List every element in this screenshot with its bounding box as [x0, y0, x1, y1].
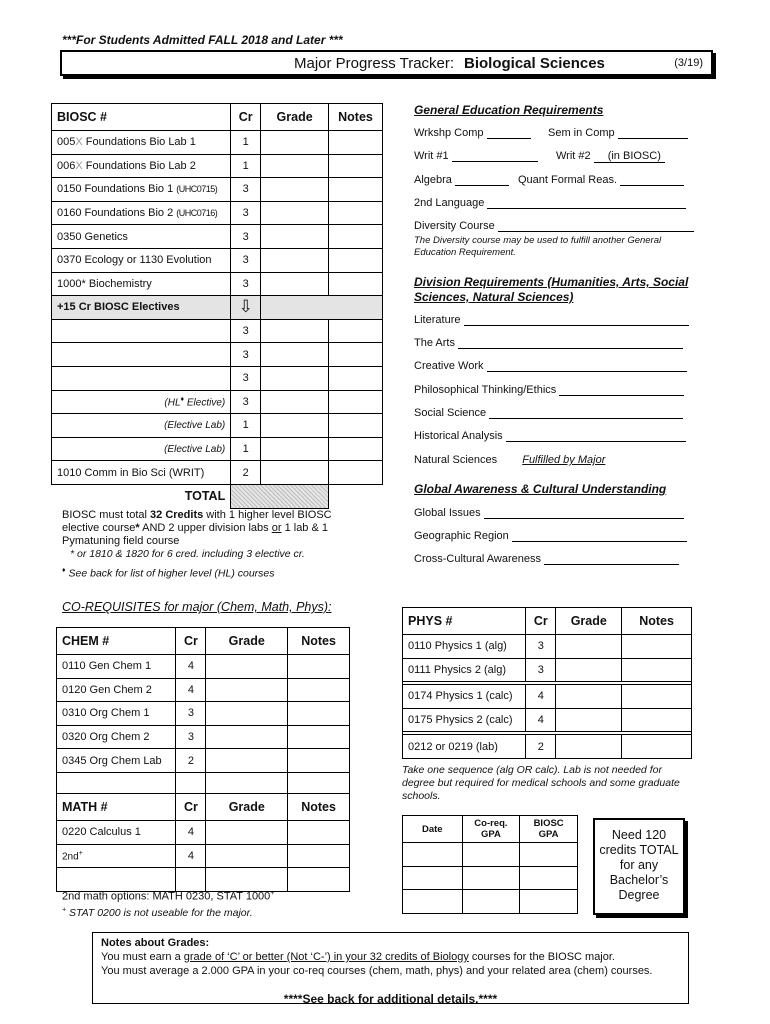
table-row — [403, 635, 692, 659]
notes-cell[interactable] — [622, 708, 692, 732]
course-cell: 0370 Ecology or 1130 Evolution — [52, 248, 231, 272]
grade-cell[interactable] — [206, 655, 288, 679]
credits-cell: 3 — [231, 178, 261, 202]
phys-note: Take one sequence (alg OR calc). Lab is not needed for degree but required for medical schools and some graduate schools. — [402, 764, 680, 802]
gpa-header-biosc: BIOSC GPA — [520, 816, 578, 843]
grade-cell[interactable] — [556, 735, 622, 759]
credits-cell: 1 — [231, 131, 261, 155]
writ2-field: Writ #2 (in BIOSC) — [556, 150, 665, 163]
course-cell: 0175 Physics 2 (calc) — [403, 708, 526, 732]
credits-cell: 3 — [231, 248, 261, 272]
credits-cell: 2 — [231, 461, 261, 485]
coreq-gpa-cell[interactable] — [462, 890, 520, 914]
table-row — [403, 866, 578, 890]
table-row — [52, 343, 383, 367]
elective-label — [52, 319, 231, 343]
second-language-field[interactable]: 2nd Language — [414, 197, 686, 209]
grade-cell[interactable] — [261, 201, 329, 225]
notes-cell[interactable] — [622, 658, 692, 682]
table-row — [403, 708, 692, 732]
writ1-field[interactable]: Writ #1 — [414, 150, 538, 162]
course-cell: 0212 or 0219 (lab) — [403, 735, 526, 759]
chem-table — [56, 627, 350, 797]
historical-analysis-field[interactable]: Historical Analysis — [414, 430, 686, 442]
biosc-header-notes: Notes — [329, 104, 383, 131]
date-cell[interactable] — [403, 866, 463, 890]
chem-header-course: CHEM # — [57, 628, 176, 655]
grade-notes-box — [92, 932, 689, 1004]
biosc-gpa-cell[interactable] — [520, 843, 578, 867]
chem-header-cr: Cr — [176, 628, 206, 655]
notes-cell[interactable] — [329, 131, 383, 155]
notes-cell[interactable] — [329, 154, 383, 178]
grade-cell[interactable] — [261, 366, 329, 390]
geographic-region-field[interactable]: Geographic Region — [414, 530, 687, 542]
total-label: TOTAL — [184, 489, 226, 504]
elective-label — [52, 366, 231, 390]
table-row — [52, 131, 383, 155]
course-cell: 0110 Gen Chem 1 — [57, 655, 176, 679]
credits-cell: 4 — [176, 655, 206, 679]
notes-cell[interactable] — [288, 749, 350, 773]
credits-cell: 3 — [176, 725, 206, 749]
math-table — [56, 793, 350, 892]
philosophy-field[interactable]: Philosophical Thinking/Ethics — [414, 384, 684, 396]
credits-cell: 3 — [526, 635, 556, 659]
course-cell: 0160 Foundations Bio 2 (UHC0716) — [52, 201, 231, 225]
table-row — [57, 725, 350, 749]
notes-cell[interactable] — [288, 868, 350, 892]
biosc-footnote: BIOSC must total 32 Credits with 1 higher level BIOSC elective course* AND 2 upper division labs or 1 lab & 1 Pymatuning field course * or 1810 & 1820 for 6 cred. including 3 elective cr. — [62, 509, 332, 560]
math-header-grade: Grade — [206, 794, 288, 821]
grade-cell[interactable] — [206, 821, 288, 845]
grade-cell[interactable] — [556, 685, 622, 709]
table-row — [52, 272, 383, 296]
grade-cell[interactable] — [556, 635, 622, 659]
division-title: Division Requirements (Humanities, Arts, Social Sciences, Natural Sciences) — [414, 275, 689, 304]
credits-needed-box: Need 120 credits TOTAL for any Bachelor’s Degree — [593, 818, 685, 915]
table-row — [52, 319, 383, 343]
grade-cell[interactable] — [261, 414, 329, 438]
math-note: 2nd math options: MATH 0230, STAT 1000+ + STAT 0200 is not useable for the major. — [62, 890, 275, 920]
course-cell: 0320 Org Chem 2 — [57, 725, 176, 749]
chem-header-grade: Grade — [206, 628, 288, 655]
diversity-note: The Diversity course may be used to fulfill another General Education Requirement. — [414, 235, 662, 258]
phys-header-course: PHYS # — [403, 608, 526, 635]
date-cell[interactable] — [403, 843, 463, 867]
grade-cell[interactable] — [261, 343, 329, 367]
phys-table — [402, 607, 692, 759]
notes-cell[interactable] — [329, 461, 383, 485]
elective-label: (Elective Lab) — [52, 437, 231, 461]
course-cell: 1000* Biochemistry — [52, 272, 231, 296]
cross-cultural-field[interactable]: Cross-Cultural Awareness — [414, 553, 679, 565]
course-cell: 0111 Physics 2 (alg) — [403, 658, 526, 682]
credits-cell: 2 — [526, 735, 556, 759]
credits-cell: 4 — [526, 685, 556, 709]
credits-cell: 4 — [176, 678, 206, 702]
notes-cell[interactable] — [329, 319, 383, 343]
notes-cell[interactable] — [329, 343, 383, 367]
global-issues-field[interactable]: Global Issues — [414, 507, 684, 519]
credits-cell: 4 — [176, 844, 206, 868]
gen-ed-title: General Education Requirements — [414, 103, 604, 117]
credits-cell: 3 — [176, 702, 206, 726]
table-row — [52, 461, 383, 485]
creative-work-field[interactable]: Creative Work — [414, 360, 687, 372]
course-cell: 006X Foundations Bio Lab 2 — [52, 154, 231, 178]
grade-cell[interactable] — [261, 437, 329, 461]
arts-field[interactable]: The Arts — [414, 337, 683, 349]
credits-cell: 4 — [176, 821, 206, 845]
biosc-header-grade: Grade — [261, 104, 329, 131]
table-row — [57, 678, 350, 702]
credits-cell: 1 — [231, 437, 261, 461]
credits-cell: 4 — [526, 708, 556, 732]
total-credits-cell[interactable] — [231, 484, 329, 508]
quant-field[interactable]: Quant Formal Reas. — [518, 174, 684, 186]
table-row — [52, 366, 383, 390]
table-row — [403, 843, 578, 867]
electives-row — [52, 296, 383, 320]
table-row — [57, 821, 350, 845]
phys-header-cr: Cr — [526, 608, 556, 635]
coreq-title: CO-REQUISITES for major (Chem, Math, Phys): — [62, 600, 332, 614]
hl-footnote: ♦ See back for list of higher level (HL) courses — [62, 567, 275, 580]
table-row — [57, 702, 350, 726]
notes-cell[interactable] — [329, 414, 383, 438]
course-cell[interactable]: 2nd+ — [57, 844, 176, 868]
notes-cell[interactable] — [329, 366, 383, 390]
electives-label: +15 Cr BIOSC Electives — [52, 296, 231, 320]
grade-cell[interactable] — [261, 131, 329, 155]
credits-cell: 1 — [231, 154, 261, 178]
course-cell: 0150 Foundations Bio 1 (UHC0715) — [52, 178, 231, 202]
credits-cell: 3 — [231, 225, 261, 249]
notes-cell[interactable] — [329, 201, 383, 225]
phys-header-notes: Notes — [622, 608, 692, 635]
coreq-gpa-cell[interactable] — [462, 866, 520, 890]
math-header-course: MATH # — [57, 794, 176, 821]
notes-cell[interactable] — [329, 390, 383, 414]
grade-cell[interactable] — [206, 844, 288, 868]
grade-cell[interactable] — [261, 154, 329, 178]
grade-cell[interactable] — [261, 225, 329, 249]
table-row — [403, 685, 692, 709]
title-box — [60, 50, 713, 76]
gpa-header-date: Date — [403, 816, 463, 843]
table-row — [403, 735, 692, 759]
natural-sciences-field: Natural Sciences Fulfilled by Major — [414, 454, 606, 466]
course-cell: 1010 Comm in Bio Sci (WRIT) — [52, 461, 231, 485]
course-cell: 0120 Gen Chem 2 — [57, 678, 176, 702]
credits-cell: 3 — [231, 201, 261, 225]
credits-cell: 3 — [231, 272, 261, 296]
math-header-cr: Cr — [176, 794, 206, 821]
notes-cell[interactable] — [288, 655, 350, 679]
notes-cell[interactable] — [622, 685, 692, 709]
table-row — [52, 201, 383, 225]
credits-cell: 3 — [231, 366, 261, 390]
course-cell: 0345 Org Chem Lab — [57, 749, 176, 773]
credits-cell: 3 — [231, 319, 261, 343]
grade-cell[interactable] — [556, 708, 622, 732]
notes-cell[interactable] — [288, 702, 350, 726]
table-row — [57, 749, 350, 773]
grade-cell[interactable] — [206, 678, 288, 702]
grade-cell[interactable] — [261, 178, 329, 202]
grade-cell[interactable] — [261, 390, 329, 414]
table-row — [52, 437, 383, 461]
arrow-down-icon: ⇩ — [231, 296, 261, 320]
grade-notes-line1: You must earn a grade of ‘C’ or better (Not ‘C-’) in your 32 credits of Biology courses for the BIOSC major. — [101, 951, 615, 963]
date-cell[interactable] — [403, 890, 463, 914]
notes-cell[interactable] — [329, 225, 383, 249]
course-cell: 0110 Physics 1 (alg) — [403, 635, 526, 659]
social-science-field[interactable]: Social Science — [414, 407, 683, 419]
biosc-gpa-cell[interactable] — [520, 890, 578, 914]
course-cell: 0174 Physics 1 (calc) — [403, 685, 526, 709]
table-row — [57, 844, 350, 868]
diversity-field[interactable]: Diversity Course — [414, 220, 694, 232]
grade-cell[interactable] — [261, 272, 329, 296]
elective-label: (HL♦ Elective) — [52, 390, 231, 414]
credits-cell: 1 — [231, 414, 261, 438]
biosc-header-cr: Cr — [231, 104, 261, 131]
notes-cell[interactable] — [622, 735, 692, 759]
gpa-table — [402, 815, 578, 914]
algebra-field[interactable]: Algebra — [414, 174, 509, 186]
grade-cell[interactable] — [206, 725, 288, 749]
table-row — [403, 890, 578, 914]
grade-cell[interactable] — [206, 749, 288, 773]
credits-cell: 3 — [231, 343, 261, 367]
table-row — [52, 390, 383, 414]
grade-notes-line2: You must average a 2.000 GPA in your co-req courses (chem, math, phys) and your related area (chem) courses. — [101, 965, 653, 977]
notes-cell[interactable] — [288, 821, 350, 845]
title-version: (3/19) — [674, 57, 703, 69]
total-row — [52, 484, 383, 508]
table-row — [52, 414, 383, 438]
chem-header-notes: Notes — [288, 628, 350, 655]
table-row — [57, 655, 350, 679]
see-back-note: ****See back for additional details.**** — [283, 992, 498, 1006]
global-title: Global Awareness & Cultural Understanding — [414, 482, 667, 496]
table-row — [52, 154, 383, 178]
course-cell: 0220 Calculus 1 — [57, 821, 176, 845]
biosc-table — [51, 103, 383, 509]
notes-cell[interactable] — [329, 178, 383, 202]
phys-header-grade: Grade — [556, 608, 622, 635]
credits-cell: 3 — [231, 390, 261, 414]
literature-field[interactable]: Literature — [414, 314, 689, 326]
grade-cell[interactable] — [261, 248, 329, 272]
sem-comp-field[interactable]: Sem in Comp — [548, 127, 688, 139]
credits-cell: 2 — [176, 749, 206, 773]
notes-cell[interactable] — [288, 678, 350, 702]
title-major: Biological Sciences — [464, 55, 605, 72]
notes-cell[interactable] — [329, 248, 383, 272]
grade-notes-title: Notes about Grades: — [101, 937, 210, 949]
table-row — [52, 225, 383, 249]
table-row — [52, 248, 383, 272]
grade-cell[interactable] — [206, 702, 288, 726]
credits-cell: 3 — [526, 658, 556, 682]
page-heading: ***For Students Admitted FALL 2018 and Later *** — [62, 33, 343, 47]
grade-cell[interactable] — [556, 658, 622, 682]
notes-cell[interactable] — [288, 725, 350, 749]
gpa-header-coreq: Co-req. GPA — [462, 816, 520, 843]
notes-cell[interactable] — [288, 844, 350, 868]
grade-cell[interactable] — [261, 319, 329, 343]
notes-cell[interactable] — [329, 272, 383, 296]
title-prefix: Major Progress Tracker: — [294, 55, 455, 72]
table-row — [52, 178, 383, 202]
notes-cell[interactable] — [329, 437, 383, 461]
course-cell: 0350 Genetics — [52, 225, 231, 249]
notes-cell[interactable] — [622, 635, 692, 659]
elective-label — [52, 343, 231, 367]
wrkshp-comp-field[interactable]: Wrkshp Comp — [414, 127, 531, 139]
course-cell: 0310 Org Chem 1 — [57, 702, 176, 726]
grade-cell[interactable] — [261, 461, 329, 485]
biosc-gpa-cell[interactable] — [520, 866, 578, 890]
coreq-gpa-cell[interactable] — [462, 843, 520, 867]
biosc-header-course: BIOSC # — [52, 104, 231, 131]
table-row — [403, 658, 692, 682]
math-header-notes: Notes — [288, 794, 350, 821]
elective-label: (Elective Lab) — [52, 414, 231, 438]
course-cell: 005X Foundations Bio Lab 1 — [52, 131, 231, 155]
